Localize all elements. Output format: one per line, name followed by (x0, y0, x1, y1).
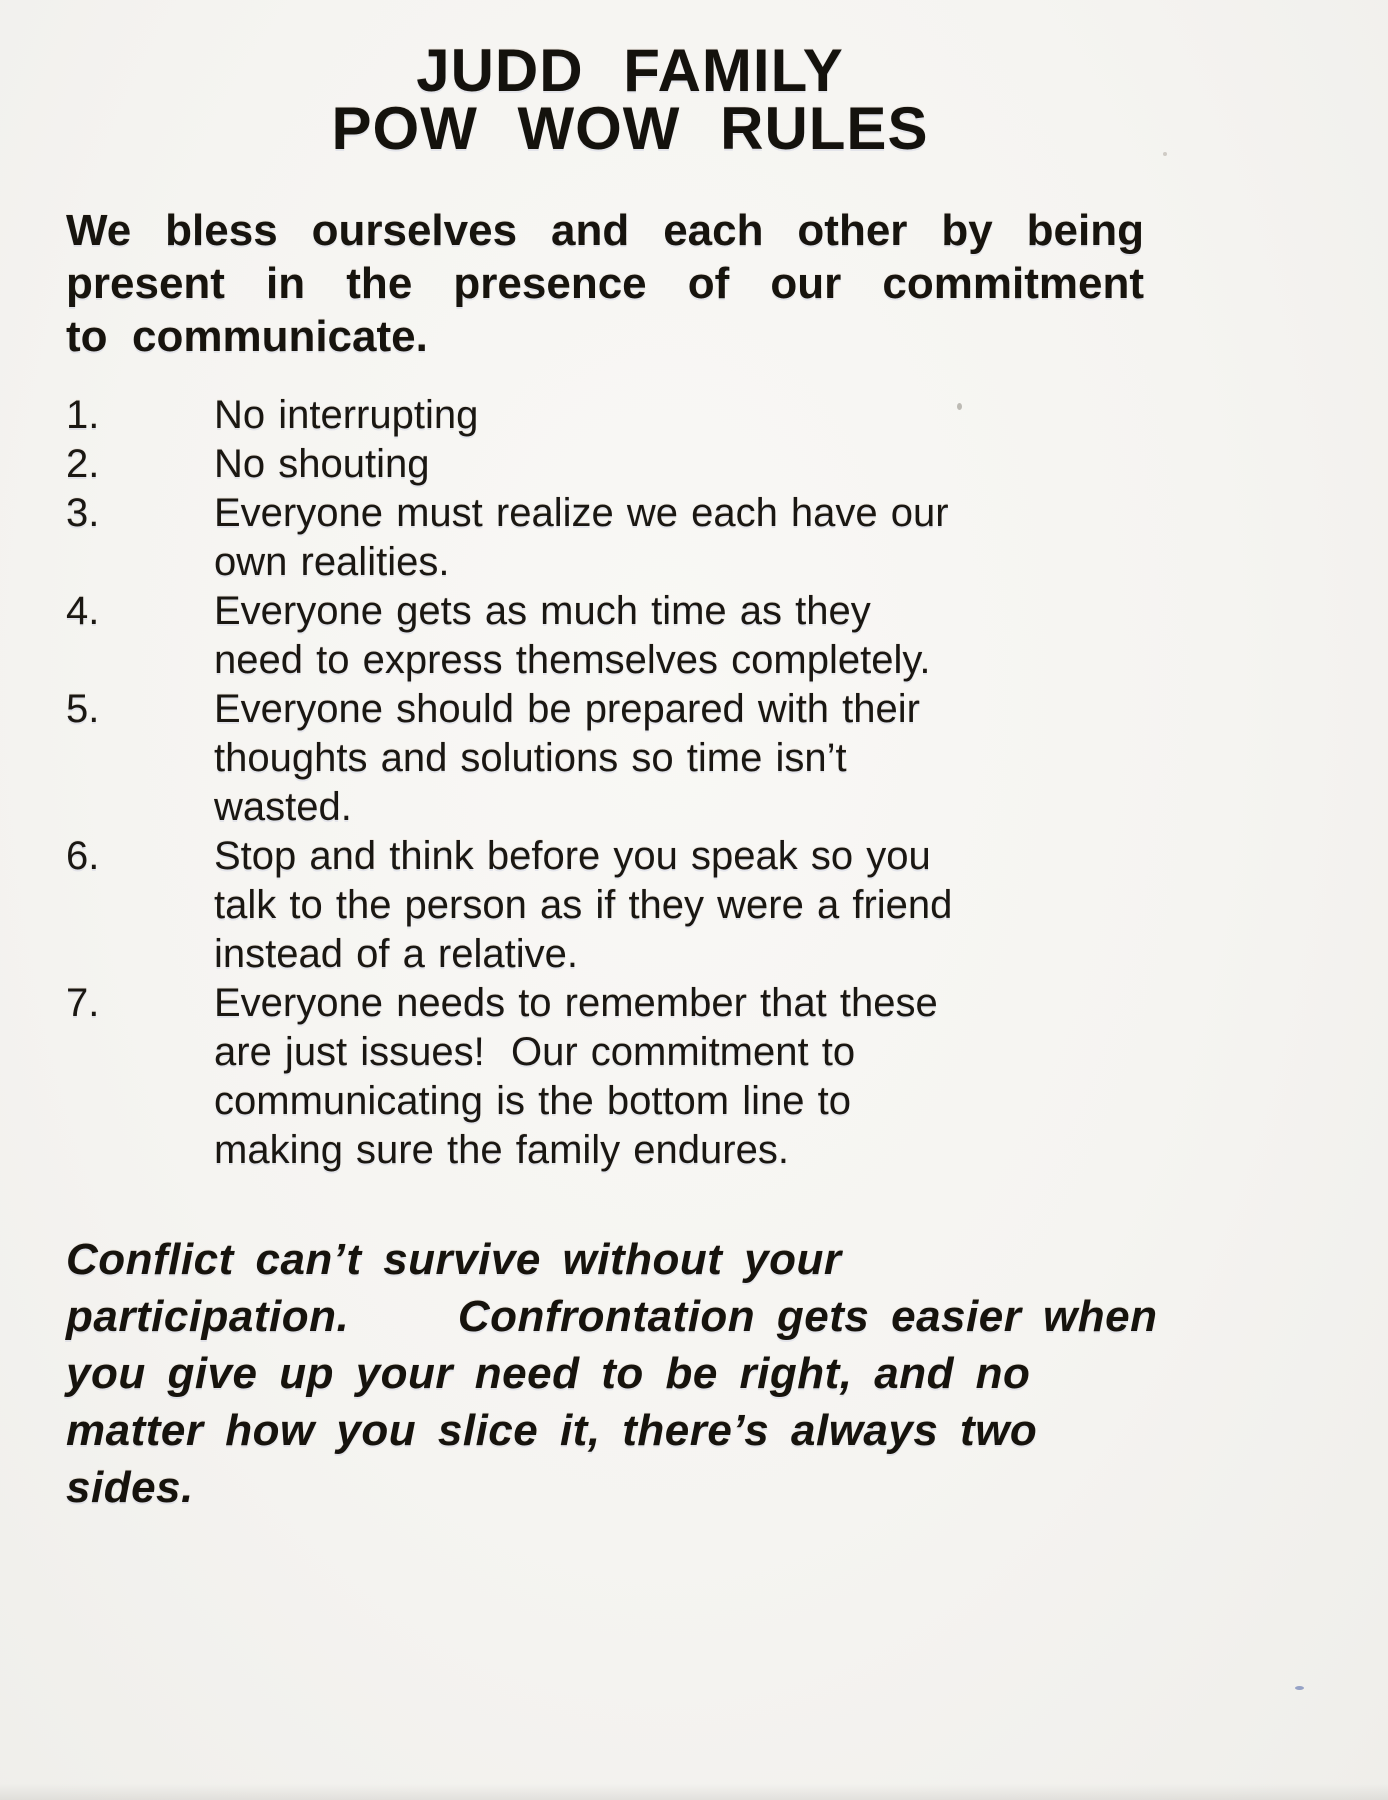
rule-text-line: instead of a relative. (214, 932, 578, 976)
rule-text (214, 391, 1388, 440)
rule-number: 4. (66, 589, 100, 633)
closing-line: participation. Confrontation gets easier when (66, 1292, 1158, 1341)
document-title (0, 37, 1388, 162)
rule-text (214, 685, 1388, 832)
closing-line: Conflict can’t survive without your (66, 1235, 842, 1284)
rule-text (214, 979, 1388, 1175)
rule-text-line: communicating is the bottom line to (214, 1079, 851, 1123)
rule-text-line: talk to the person as if they were a friend (214, 883, 953, 927)
rule-text-line: are just issues! Our commitment to (214, 1030, 856, 1074)
rule-text-line: Everyone needs to remember that these (214, 981, 938, 1025)
closing-line: sides. (66, 1463, 194, 1512)
rule-text-line: No shouting (214, 442, 430, 486)
closing-paragraph (66, 1231, 1388, 1516)
rule-item-1 (66, 391, 1388, 440)
rule-item-6 (66, 832, 1388, 979)
rule-text (214, 440, 1388, 489)
intro-line: We bless ourselves and each other by being (66, 206, 1144, 255)
rule-item-7 (66, 979, 1388, 1175)
intro-line: to communicate. (66, 312, 428, 361)
rule-item-4 (66, 587, 1388, 685)
rule-text-line: Everyone must realize we each have our (214, 491, 949, 535)
rule-text-line: need to express themselves completely. (214, 638, 931, 682)
rule-text (214, 832, 1388, 979)
rule-item-5 (66, 685, 1388, 832)
rule-number: 1. (66, 393, 100, 437)
paper-speck (957, 403, 962, 410)
paper-speck (1163, 152, 1167, 156)
rule-text-line: making sure the family endures. (214, 1128, 789, 1172)
rule-text-line: wasted. (214, 785, 352, 829)
rule-number: 7. (66, 981, 100, 1025)
intro-line: present in the presence of our commitment (66, 259, 1144, 308)
rule-text-line: own realities. (214, 540, 450, 584)
rule-item-3 (66, 489, 1388, 587)
rule-number: 2. (66, 442, 100, 486)
rule-number: 3. (66, 491, 100, 535)
closing-line: matter how you slice it, there’s always two (66, 1406, 1038, 1455)
title-line-2: POW WOW RULES (331, 95, 929, 162)
rule-number: 6. (66, 834, 100, 878)
rule-text-line: No interrupting (214, 393, 479, 437)
rule-text-line: Everyone gets as much time as they (214, 589, 871, 633)
rule-number: 5. (66, 687, 100, 731)
paper-speck (1295, 1686, 1304, 1690)
intro-paragraph (66, 204, 1144, 363)
rule-text-line: thoughts and solutions so time isn’t (214, 736, 847, 780)
closing-line: you give up your need to be right, and no (66, 1349, 1031, 1398)
rule-text-line: Everyone should be prepared with their (214, 687, 920, 731)
title-line-1: JUDD FAMILY (416, 37, 844, 104)
rules-list (66, 391, 1388, 1175)
rule-text-line: Stop and think before you speak so you (214, 834, 931, 878)
rule-text (214, 587, 1388, 685)
rule-text (214, 489, 1388, 587)
rule-item-2 (66, 440, 1388, 489)
